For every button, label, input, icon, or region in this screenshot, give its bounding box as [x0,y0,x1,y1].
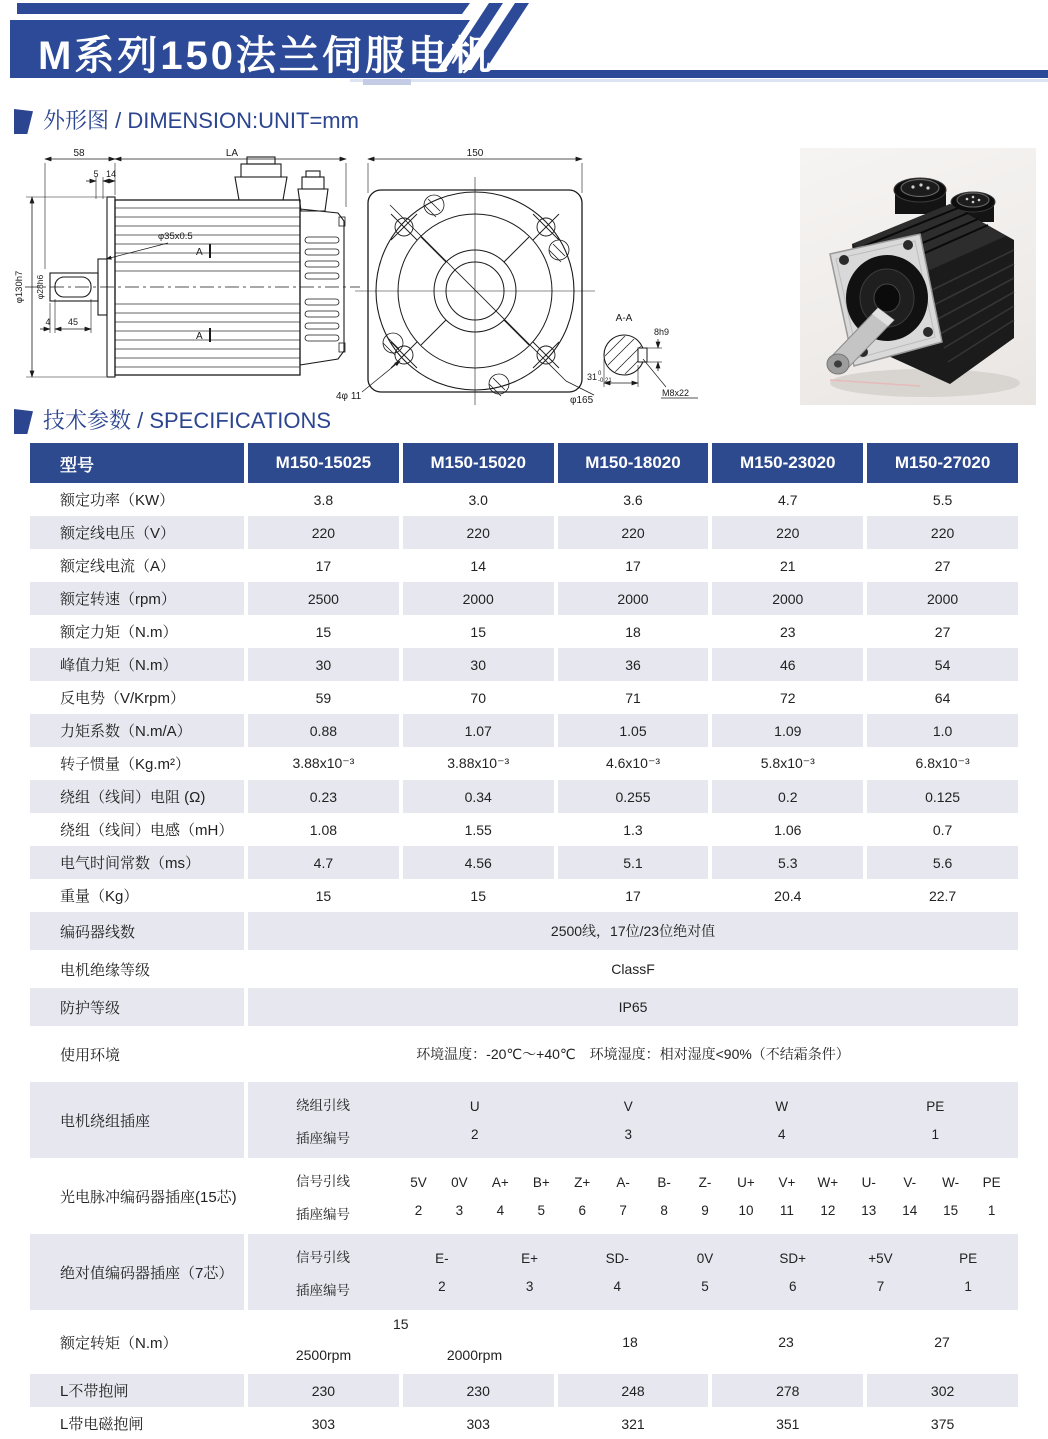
signal-name: U+ [737,1174,755,1190]
spec-value-cell: 0.23 [248,780,399,813]
pin-sub-labels [248,1246,398,1299]
signal-name: E+ [521,1250,539,1266]
signal-name: 5V [410,1174,427,1190]
signal-name: W [775,1098,789,1114]
side-view-drawing [14,148,360,377]
pin-columns [398,1251,1012,1294]
spec-row [30,1082,1018,1158]
motor-photo-art [800,148,1036,405]
pin-number: 9 [701,1202,709,1218]
section-heading-specs [14,406,331,434]
header-cell-model: M150-18020 [558,443,709,483]
signal-name: Z+ [574,1174,591,1190]
spec-row-label: 额定功率（KW） [60,492,175,509]
spec-row [30,714,1018,747]
motor-photo [800,148,1036,405]
svg-text:A-A: A-A [615,313,633,324]
torque-merged-cell [248,1310,550,1374]
spec-value-cell: 5.3 [712,846,863,879]
section-aa-drawing [587,313,698,398]
svg-text:φ35x0.5: φ35x0.5 [158,231,193,242]
spec-span-value: 环境温度：-20℃～+40℃ 环境湿度：相对湿度<90%（不结霜条件） [416,1046,850,1062]
pin-number-line [398,1127,1012,1142]
spec-span-value: IP65 [248,988,1018,1026]
spec-value-cell: 15 [470,887,486,904]
spec-row-label: L不带抱闸 [30,1374,244,1407]
signal-name: U [469,1098,480,1114]
signal-name: 0V [696,1250,714,1266]
spec-value-cell: 3.6 [623,491,643,508]
spec-value-cell: 0.125 [867,780,1018,813]
pin-number-line [398,1203,1012,1218]
spec-value-cell: 46 [712,648,863,681]
spec-row-label: 额定线电流（A） [60,558,176,575]
spec-value-cell: 30 [248,648,399,681]
spec-value-cell: 220 [712,516,863,549]
spec-value-cell: 23 [778,1334,794,1350]
spec-value-cell: 15 [315,887,332,904]
signal-name: V [623,1098,633,1114]
spec-value-cell: 0.255 [558,780,709,813]
signal-name: PE [982,1174,1001,1190]
spec-row [30,747,1018,780]
spec-row-label: 防护等级 [30,988,244,1026]
header-cell-model: M150-27020 [867,443,1018,483]
pin-number: 2 [470,1126,479,1142]
svg-text:-0.21: -0.21 [598,378,612,384]
section-title-specs: 技术参数 / SPECIFICATIONS [43,408,332,433]
pin-line-label: 信号引线 [296,1249,350,1265]
svg-text:M8x22: M8x22 [662,388,690,398]
pin-sub-labels [248,1170,398,1223]
spec-span-value: 2500线，17位/23位绝对值 [248,912,1018,950]
svg-text:58: 58 [73,148,85,159]
front-view-drawing [336,148,598,405]
spec-value-cell: 5.5 [932,491,953,508]
spec-row [30,483,1018,516]
pin-number: 1 [931,1126,939,1142]
signal-name: W- [942,1174,960,1190]
spec-value-cell: 0.2 [712,780,863,813]
pin-columns [398,1099,1012,1142]
signal-line [398,1175,1012,1190]
pin-number: 3 [455,1202,464,1218]
spec-value-cell: 2000 [712,582,863,615]
spec-value-cell: 3.88x10⁻³ [292,755,355,771]
pin-number: 3 [525,1278,534,1294]
header-cell-model-label: 型号 [30,443,244,483]
spec-value-cell: 3.88x10⁻³ [447,755,510,771]
dimension-drawing [10,147,790,405]
svg-text:14: 14 [105,169,117,179]
spec-row [30,912,1018,950]
spec-value-cell: 303 [466,1415,490,1432]
spec-row-label: 转子惯量（Kg.m²） [60,756,191,773]
spec-value-cell: 220 [867,516,1018,549]
spec-value-cell: 17 [625,887,641,904]
spec-value-cell: 321 [621,1415,645,1432]
signal-name: +5V [868,1250,893,1266]
spec-row [30,879,1018,912]
spec-value-cell: 1.05 [558,714,709,747]
signal-name: V- [903,1174,917,1190]
spec-row [30,950,1018,988]
pin-number: 12 [820,1202,836,1218]
signal-name: B+ [532,1174,550,1190]
torque-rpm-label: 2500rpm [295,1347,352,1363]
spec-row [30,681,1018,714]
pin-number: 7 [619,1202,627,1218]
pin-line-label: 绕组引线 [296,1097,350,1113]
signal-name: V+ [778,1174,796,1190]
spec-value-cell: 230 [403,1374,554,1407]
spec-value-cell: 220 [403,516,554,549]
signal-name: A+ [491,1174,509,1190]
spec-value-cell: 71 [625,689,641,706]
spec-value-cell: 4.6x10⁻³ [605,755,661,771]
spec-value-cell: 1.0 [867,714,1018,747]
spec-value-cell: 18 [622,1334,638,1350]
spec-row [30,582,1018,615]
signal-name: A- [616,1174,630,1190]
spec-row [30,1234,1018,1310]
spec-value-cell: 278 [712,1374,863,1407]
spec-row-label: 绝对值编码器插座（7芯） [30,1234,244,1310]
pin-number: 10 [738,1202,754,1218]
spec-row [30,1310,1018,1374]
header-cell-model: M150-15020 [403,443,554,483]
pin-number: 1 [964,1278,972,1294]
spec-value-cell: 375 [930,1415,955,1432]
section-heading-dimension [14,106,359,134]
svg-text:φ130h7: φ130h7 [14,270,25,304]
svg-text:5: 5 [93,169,99,179]
signal-name: U- [861,1174,876,1190]
pin-number: 2 [414,1202,423,1218]
spec-row-label: 峰值力矩（N.m） [30,648,244,681]
spec-row-label: L带电磁抱闸 [60,1416,144,1433]
signal-name: SD+ [779,1250,807,1266]
spec-value-cell: 220 [248,516,399,549]
header-cell-model: M150-15025 [248,443,399,483]
spec-row [30,1374,1018,1407]
svg-text:φ28h6: φ28h6 [35,274,45,300]
spec-row-label: 绕组（线间）电感（mH） [60,822,234,839]
spec-value-cell: 30 [403,648,554,681]
spec-row [30,648,1018,681]
pin-number: 5 [701,1278,709,1294]
signal-name: W+ [817,1174,839,1190]
svg-text:8h9: 8h9 [654,327,670,337]
spec-value-cell: 4.7 [248,846,399,879]
spec-value-cell: 4.56 [403,846,554,879]
spec-value-cell: 20.4 [774,887,802,904]
spec-row [30,1026,1018,1082]
signal-name: PE [926,1098,945,1114]
pin-number: 6 [578,1202,586,1218]
spec-span-value: ClassF [611,961,655,977]
spec-row [30,1407,1018,1439]
spec-row-label: 额定线电压（V） [30,516,244,549]
svg-text:LA: LA [225,148,239,159]
pin-number: 14 [902,1202,918,1218]
spec-row-label: 重量（Kg） [60,888,139,905]
spec-value-cell: 59 [315,689,332,706]
section-bullet-icon [14,109,33,134]
connector-pin-cell [248,1082,1018,1158]
spec-row [30,780,1018,813]
spec-value-cell: 220 [558,516,709,549]
svg-text:0: 0 [598,371,602,377]
pin-number: 2 [438,1278,446,1294]
header-cell-model: M150-23020 [712,443,863,483]
spec-row-label: 编码器线数 [30,912,244,950]
page-title: M系列150法兰伺服电机 [38,34,495,78]
signal-name: PE [959,1250,978,1266]
spec-value-cell: 15 [470,623,486,640]
spec-value-cell: 54 [867,648,1018,681]
pin-number: 4 [777,1126,786,1142]
spec-value-cell: 15 [315,623,332,640]
spec-value-cell: 0.7 [932,821,953,838]
spec-value-cell: 70 [470,689,486,706]
spec-value-cell: 1.08 [309,821,338,838]
spec-value-cell: 2000 [867,582,1018,615]
spec-row-label: 额定力矩（N.m） [60,624,178,641]
spec-row-label: 额定转速（rpm） [30,582,244,615]
spec-value-cell: 22.7 [928,887,957,904]
spec-value-cell: 351 [776,1415,800,1432]
spec-value-cell: 3.8 [313,491,334,508]
svg-text:31: 31 [587,372,598,382]
spec-value-cell: 2000 [403,582,554,615]
spec-row [30,516,1018,549]
torque-shared-value: 15 [393,1316,409,1332]
spec-row [30,1158,1018,1234]
signal-name: E- [435,1250,449,1266]
spec-row-label: 反电势（V/Krpm） [60,690,186,707]
spec-value-cell: 2000 [558,582,709,615]
spec-row-label: 电机绝缘等级 [60,961,151,979]
svg-text:A: A [196,247,203,258]
spec-value-cell: 17 [315,557,332,574]
spec-value-cell: 4.7 [778,491,798,508]
page-header [0,0,1048,95]
spec-value-cell: 72 [780,689,796,706]
spec-value-cell: 2500 [248,582,399,615]
spec-row-label: 光电脉冲编码器插座(15芯) [60,1188,237,1206]
svg-text:A: A [196,331,203,342]
spec-value-cell: 27 [934,1334,950,1350]
spec-table [30,443,1018,1439]
spec-value-cell: 23 [780,623,796,640]
spec-value-cell: 248 [558,1374,709,1407]
pin-number: 4 [613,1278,622,1294]
pin-sub-labels [248,1094,398,1147]
spec-row [30,615,1018,648]
spec-value-cell: 64 [934,689,951,706]
spec-value-cell: 302 [867,1374,1018,1407]
section-title-dimension: 外形图 / DIMENSION:UNIT=mm [43,108,359,133]
pin-number-line [398,1279,1012,1294]
signal-line [398,1099,1012,1114]
spec-value-cell: 0.34 [403,780,554,813]
spec-value-cell: 6.8x10⁻³ [915,755,970,771]
spec-value-cell: 1.55 [464,821,492,838]
pin-number: 15 [943,1202,959,1218]
connector-pin-cell [248,1234,1018,1310]
spec-value-cell: 1.06 [774,821,802,838]
spec-value-cell: 3.0 [468,491,488,508]
svg-text:150: 150 [466,148,484,159]
spec-row-label: 力矩系数（N.m/A） [30,714,244,747]
pin-number: 1 [987,1202,996,1218]
pin-number: 13 [861,1202,877,1218]
spec-value-cell: 303 [311,1415,336,1432]
spec-table-header-row [30,443,1018,483]
spec-row [30,846,1018,879]
svg-text:φ165: φ165 [570,395,594,405]
spec-value-cell: 0.88 [248,714,399,747]
spec-value-cell: 1.3 [623,821,643,838]
spec-value-cell: 36 [558,648,709,681]
spec-value-cell: 1.09 [712,714,863,747]
spec-value-cell: 5.1 [558,846,709,879]
spec-row-label: 额定转矩（N.m） [60,1334,178,1352]
spec-row [30,988,1018,1026]
spec-value-cell: 5.8x10⁻³ [760,755,815,771]
spec-row-label: 电气时间常数（ms） [30,846,244,879]
spec-value-cell: 17 [625,557,641,574]
spec-value-cell: 1.07 [403,714,554,747]
pin-number: 3 [624,1126,632,1142]
torque-rpm-label: 2000rpm [446,1347,503,1363]
spec-row-label: 绕组（线间）电阻 (Ω) [30,780,244,813]
section-bullet-icon [14,409,33,434]
svg-text:45: 45 [67,317,79,327]
signal-name: SD- [605,1250,629,1266]
pin-number: 4 [496,1202,505,1218]
pin-line-label: 信号引线 [296,1173,350,1189]
torque-rpm-line [248,1347,550,1363]
pin-number: 11 [779,1202,794,1218]
spec-value-cell: 14 [470,557,486,574]
signal-line [398,1251,1012,1266]
spec-value-cell: 27 [934,623,951,640]
signal-name: 0V [451,1174,468,1190]
spec-value-cell: 27 [934,557,951,574]
spec-value-cell: 21 [780,557,796,574]
spec-value-cell: 18 [625,623,641,640]
spec-value-cell: 5.6 [867,846,1018,879]
pin-number: 5 [537,1202,546,1218]
svg-text:4: 4 [45,317,51,327]
spec-row [30,549,1018,582]
signal-name: Z- [698,1174,712,1190]
spec-row [30,813,1018,846]
pin-line-label: 插座编号 [296,1206,350,1222]
pin-line-label: 插座编号 [296,1282,350,1298]
connector-pin-cell [248,1158,1018,1234]
pin-number: 6 [788,1278,797,1294]
spec-value-cell: 230 [248,1374,399,1407]
svg-text:4φ 11: 4φ 11 [336,391,362,402]
spec-row-label: 电机绕组插座 [30,1082,244,1158]
pin-number: 7 [876,1278,885,1294]
pin-line-label: 插座编号 [296,1130,350,1146]
spec-row-label: 使用环境 [60,1046,121,1064]
pin-number: 8 [660,1202,668,1218]
signal-name: B- [657,1174,671,1190]
pin-columns [398,1175,1012,1218]
